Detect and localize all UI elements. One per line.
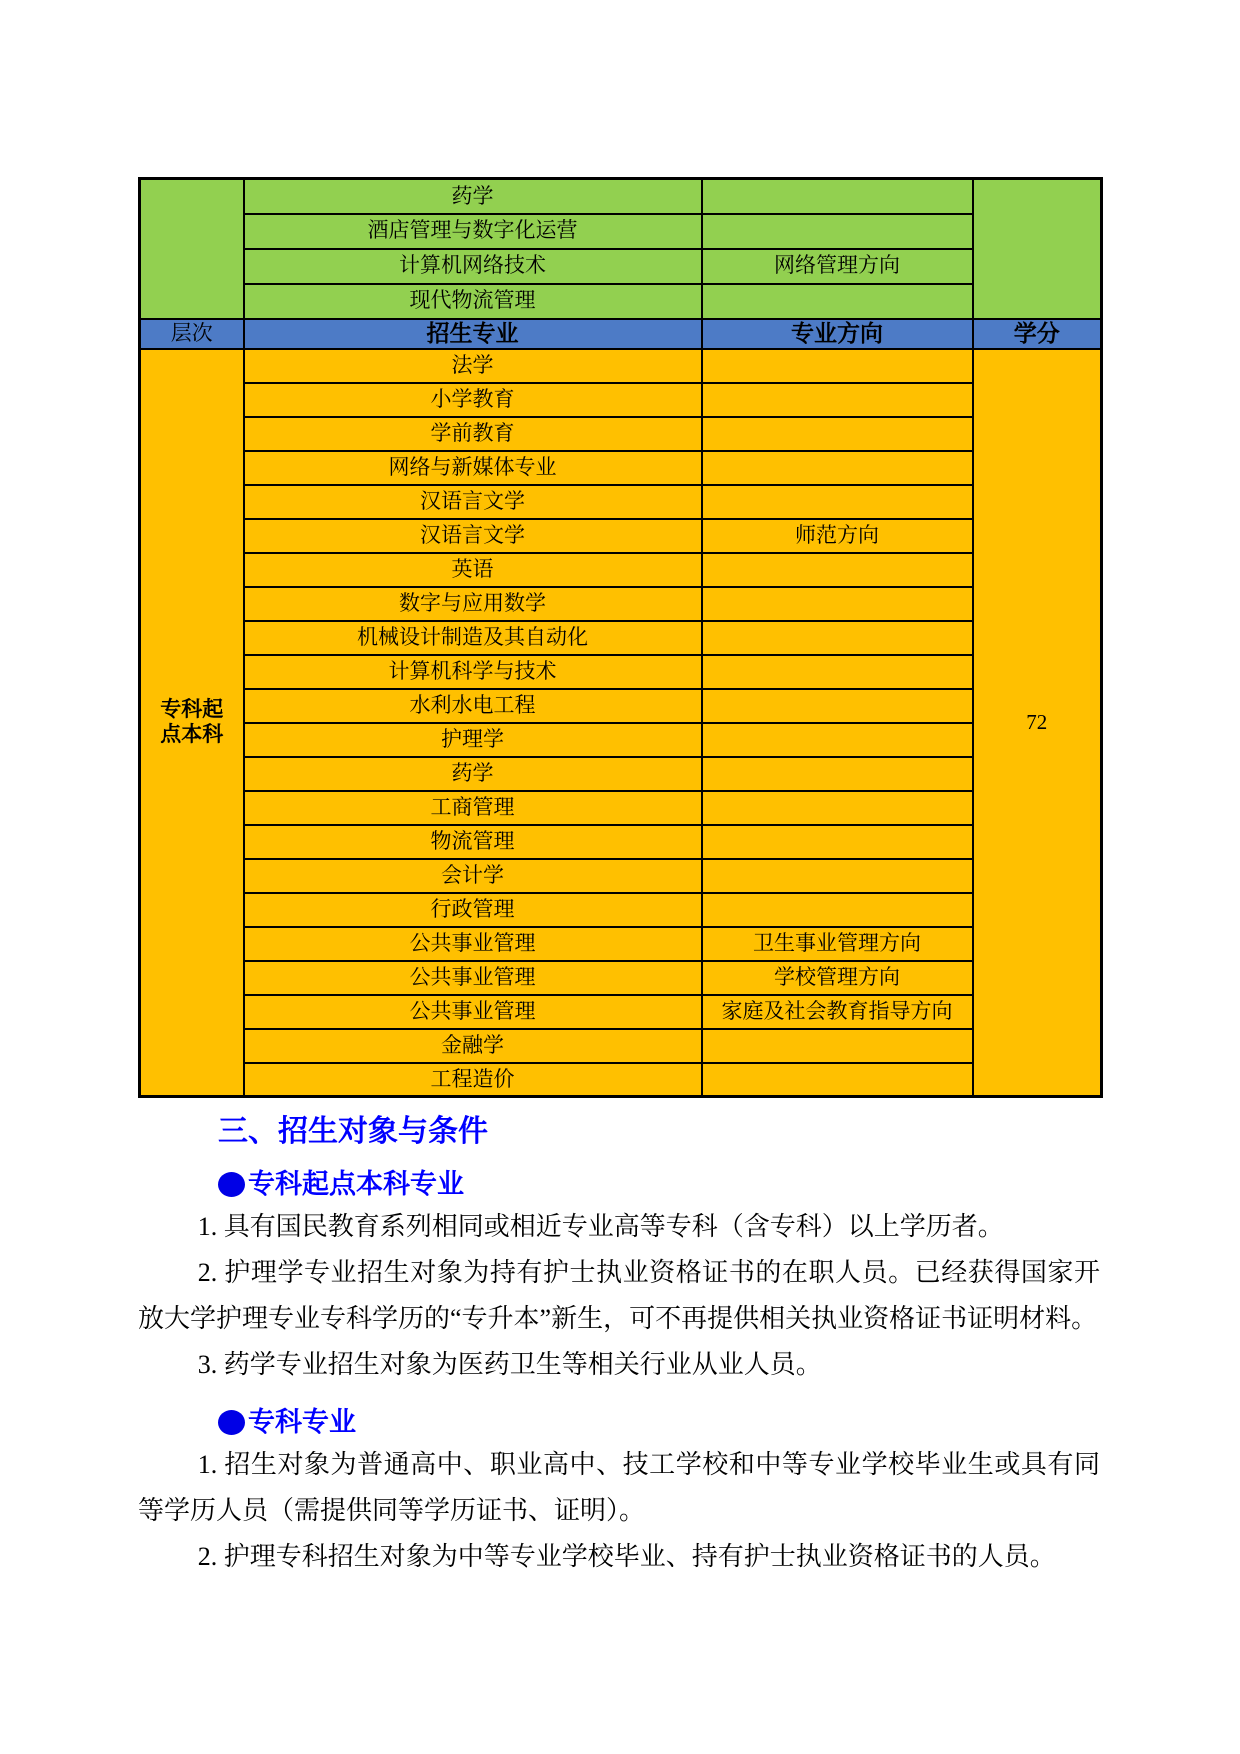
header-direction: 专业方向 [702,319,973,349]
table-row [140,214,1102,249]
subsection-title: 专科专业 [248,1407,356,1437]
major-cell: 学前教育 [244,417,702,451]
major-cell: 会计学 [244,859,702,893]
major-cell: 酒店管理与数字化运营 [244,214,702,249]
major-cell: 金融学 [244,1029,702,1063]
direction-cell [702,214,973,249]
direction-cell [702,417,973,451]
major-cell: 计算机网络技术 [244,249,702,284]
direction-cell [702,757,973,791]
header-level: 层次 [140,319,244,349]
level-cell: 专科起点本科 [140,349,244,1097]
direction-cell [702,723,973,757]
direction-cell [702,825,973,859]
direction-cell: 卫生事业管理方向 [702,927,973,961]
major-cell: 法学 [244,349,702,383]
major-cell: 工商管理 [244,791,702,825]
major-cell: 网络与新媒体专业 [244,451,702,485]
major-cell: 物流管理 [244,825,702,859]
bullet-icon [218,1172,245,1197]
table-row [140,859,1102,893]
table-row [140,349,1102,383]
table-row [140,1063,1102,1097]
table-row [140,791,1102,825]
body-paragraph: 2. 护理专科招生对象为中等专业学校毕业、持有护士执业资格证书的人员。 [197,1542,1056,1571]
direction-cell [702,485,973,519]
table-row [140,179,1102,214]
direction-cell [702,1063,973,1097]
direction-cell [702,553,973,587]
table-row [140,961,1102,995]
table-row [140,927,1102,961]
subsection-title: 专科起点本科专业 [248,1169,464,1199]
direction-cell [702,1029,973,1063]
major-cell: 行政管理 [244,893,702,927]
subsection-heading [218,1404,1100,1440]
direction-cell [702,791,973,825]
direction-cell [702,859,973,893]
table-row [140,519,1102,553]
direction-cell [702,621,973,655]
body-paragraph: 2. 护理学专业招生对象为持有护士执业资格证书的在职人员。已经获得国家开放大学护理专业专科学历的“专升本”新生，可不再提供相关执业资格证书证明材料。 [138,1258,1100,1333]
direction-cell [702,655,973,689]
body-paragraph: 1. 招生对象为普通高中、职业高中、技工学校和中等专业学校毕业生或具有同等学历人员（需提供同等学历证书、证明）。 [138,1450,1100,1525]
major-cell: 机械设计制造及其自动化 [244,621,702,655]
direction-cell [702,451,973,485]
direction-cell [702,689,973,723]
direction-cell: 学校管理方向 [702,961,973,995]
subsection [138,1166,1100,1388]
direction-cell [702,893,973,927]
major-cell: 水利水电工程 [244,689,702,723]
level-cell [140,179,244,319]
table-row [140,485,1102,519]
body-paragraph: 1. 具有国民教育系列相同或相近专业高等专科（含专科）以上学历者。 [197,1212,1004,1241]
table-row [140,249,1102,284]
direction-cell: 家庭及社会教育指导方向 [702,995,973,1029]
major-cell: 药学 [244,179,702,214]
table-row [140,383,1102,417]
table-row [140,893,1102,927]
major-cell: 汉语言文学 [244,519,702,553]
body-paragraph: 3. 药学专业招生对象为医药卫生等相关行业从业人员。 [197,1350,822,1379]
major-cell: 英语 [244,553,702,587]
major-cell: 护理学 [244,723,702,757]
table-row [140,621,1102,655]
table-row [140,655,1102,689]
subsection-heading [218,1166,1100,1202]
major-cell: 工程造价 [244,1063,702,1097]
major-cell: 公共事业管理 [244,927,702,961]
major-cell: 汉语言文学 [244,485,702,519]
majors-table [138,177,1103,1098]
major-cell: 药学 [244,757,702,791]
major-cell: 公共事业管理 [244,995,702,1029]
header-major: 招生专业 [244,319,702,349]
table-row [140,1029,1102,1063]
table-row [140,723,1102,757]
major-cell: 现代物流管理 [244,284,702,319]
major-cell: 公共事业管理 [244,961,702,995]
direction-cell [702,587,973,621]
content-area [138,1112,1100,1580]
direction-cell [702,179,973,214]
credits-cell [973,179,1102,319]
direction-cell [702,349,973,383]
direction-cell [702,383,973,417]
major-cell: 计算机科学与技术 [244,655,702,689]
section-heading: 三、招生对象与条件 [218,1115,488,1148]
credits-cell: 72 [973,349,1102,1097]
table-row [140,995,1102,1029]
table-header-row [140,319,1102,349]
major-cell: 数字与应用数学 [244,587,702,621]
major-cell: 小学教育 [244,383,702,417]
document-body [138,177,1100,1580]
direction-cell: 师范方向 [702,519,973,553]
table-row [140,451,1102,485]
subsections [138,1166,1100,1580]
table-row [140,553,1102,587]
subsection [138,1404,1100,1580]
bullet-icon [218,1410,245,1435]
direction-cell: 网络管理方向 [702,249,973,284]
table-row [140,417,1102,451]
direction-cell [702,284,973,319]
table-row [140,757,1102,791]
table-row [140,587,1102,621]
table-row [140,284,1102,319]
table-row [140,689,1102,723]
header-credits: 学分 [973,319,1102,349]
table-row [140,825,1102,859]
